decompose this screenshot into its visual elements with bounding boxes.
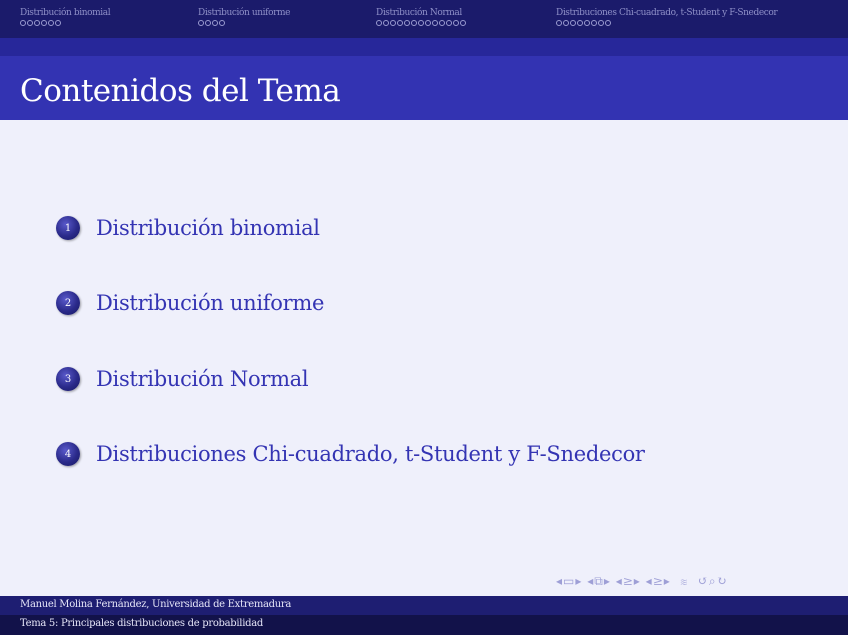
frame-dot[interactable] <box>453 20 459 26</box>
toc-item-label[interactable]: Distribución binomial <box>96 216 320 240</box>
toc-item[interactable] <box>56 291 324 315</box>
toc-number-ball: 4 <box>56 442 80 466</box>
frame-dot[interactable] <box>446 20 452 26</box>
subsection-icon[interactable]: ≥ <box>622 574 634 588</box>
frame-dot[interactable] <box>219 20 225 26</box>
frame-dot[interactable] <box>383 20 389 26</box>
slide-icon[interactable]: ▭ <box>563 574 576 588</box>
frame-dot[interactable] <box>432 20 438 26</box>
frame-dot[interactable] <box>591 20 597 26</box>
nav-section-dots[interactable] <box>376 20 466 26</box>
section-navigation-bar <box>0 0 848 38</box>
nav-section-label: Distribución Normal <box>376 8 462 18</box>
frame-dot[interactable] <box>48 20 54 26</box>
frame-icon[interactable]: ⧉ <box>594 574 604 588</box>
toc-item[interactable] <box>56 367 308 391</box>
toc-item-label[interactable]: Distribución uniforme <box>96 291 325 315</box>
nav-next-icon[interactable]: ▸ <box>603 574 611 588</box>
nav-section-chi-student-snedecor[interactable] <box>556 8 777 26</box>
frame-dot[interactable] <box>205 20 211 26</box>
frame-dot[interactable] <box>556 20 562 26</box>
nav-section-dots[interactable] <box>198 20 290 26</box>
undo-search-icon[interactable]: ↺⌕↻ <box>697 574 728 588</box>
frame-dot[interactable] <box>439 20 445 26</box>
frame-dot[interactable] <box>55 20 61 26</box>
nav-next-icon[interactable]: ▸ <box>633 574 641 588</box>
nav-prev-icon[interactable]: ◂ <box>615 574 623 588</box>
frame-dot[interactable] <box>598 20 604 26</box>
nav-next-icon[interactable]: ▸ <box>575 574 583 588</box>
beamer-navigation-symbols <box>556 574 728 589</box>
footer-topic-bar <box>0 615 848 635</box>
nav-section-label: Distribuciones Chi-cuadrado, t-Student y F-Snedecor <box>556 8 778 18</box>
toc-item[interactable] <box>56 442 645 466</box>
frame-dot[interactable] <box>34 20 40 26</box>
nav-section-label: Distribución binomial <box>20 8 111 18</box>
footer-topic: Tema 5: Principales distribuciones de probabilidad <box>20 618 263 629</box>
nav-prev-icon[interactable]: ◂ <box>556 574 564 588</box>
frame-title: Contenidos del Tema <box>20 73 341 109</box>
frame-dot[interactable] <box>605 20 611 26</box>
frame-dot[interactable] <box>27 20 33 26</box>
nav-prev-icon[interactable]: ◂ <box>587 574 595 588</box>
nav-next-icon[interactable]: ▸ <box>663 574 671 588</box>
frame-dot[interactable] <box>397 20 403 26</box>
frame-dot[interactable] <box>212 20 218 26</box>
frame-dot[interactable] <box>563 20 569 26</box>
frame-dot[interactable] <box>20 20 26 26</box>
toc-number-ball: 1 <box>56 216 80 240</box>
footer-author: Manuel Molina Fernández, Universidad de Extremadura <box>20 599 292 610</box>
section-icon[interactable]: ≥ <box>652 574 664 588</box>
toc-item[interactable] <box>56 216 320 240</box>
nav-section-uniforme[interactable] <box>198 8 290 26</box>
footer <box>0 596 848 635</box>
frame-dot[interactable] <box>577 20 583 26</box>
footer-author-bar <box>0 596 848 615</box>
toc-item-label[interactable]: Distribuciones Chi-cuadrado, t-Student y F-Snedecor <box>96 442 645 466</box>
nav-prev-icon[interactable]: ◂ <box>645 574 653 588</box>
frame-dot[interactable] <box>418 20 424 26</box>
frame-dot[interactable] <box>570 20 576 26</box>
nav-section-binomial[interactable] <box>20 8 110 26</box>
toc-item-label[interactable]: Distribución Normal <box>96 367 309 391</box>
frame-dot[interactable] <box>425 20 431 26</box>
frame-dot[interactable] <box>41 20 47 26</box>
nav-section-dots[interactable] <box>556 20 777 26</box>
frame-dot[interactable] <box>584 20 590 26</box>
frame-dot[interactable] <box>198 20 204 26</box>
frame-dot[interactable] <box>460 20 466 26</box>
nav-section-label: Distribución uniforme <box>198 8 291 18</box>
align-icon[interactable]: ≋ <box>680 574 689 588</box>
frame-dot[interactable] <box>376 20 382 26</box>
nav-section-normal[interactable] <box>376 8 466 26</box>
frame-dot[interactable] <box>411 20 417 26</box>
nav-section-dots[interactable] <box>20 20 110 26</box>
toc-number-ball: 2 <box>56 291 80 315</box>
frame-dot[interactable] <box>404 20 410 26</box>
toc-number-ball: 3 <box>56 367 80 391</box>
subsection-band <box>0 38 848 56</box>
frame-dot[interactable] <box>390 20 396 26</box>
